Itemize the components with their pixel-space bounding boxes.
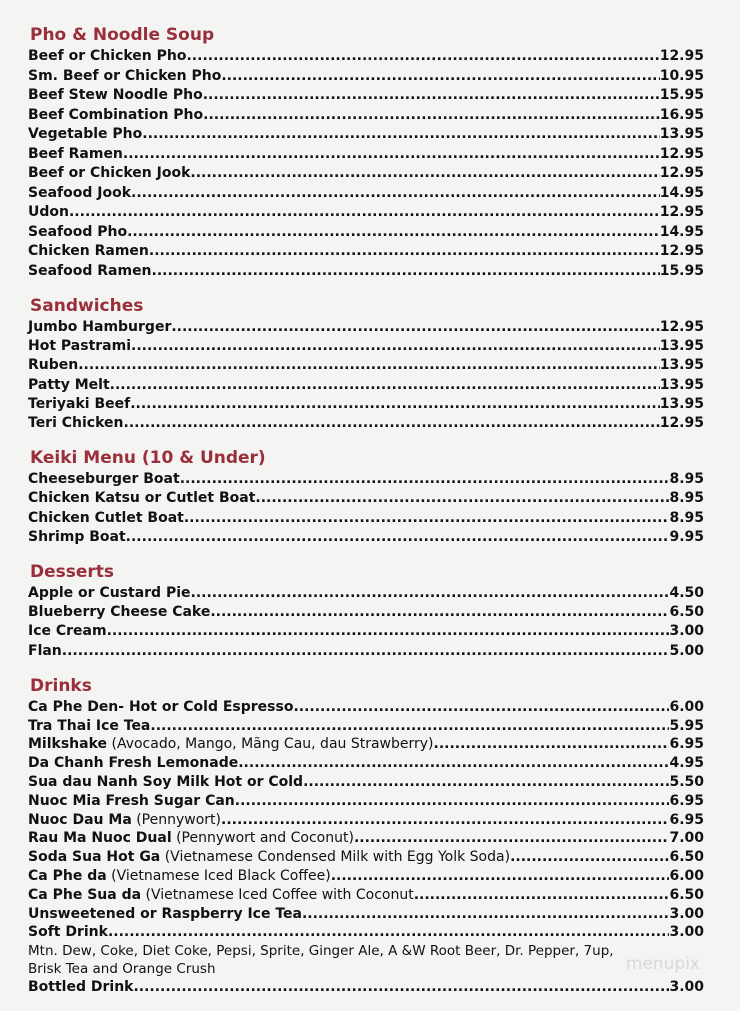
- item-price: 6.95: [669, 811, 704, 828]
- item-price: 3.00: [669, 924, 704, 941]
- menu-item: [28, 773, 704, 792]
- item-name: Soda Sua Hot Ga (Vietnamese Condensed Milk with Egg Yolk Soda): [28, 849, 511, 866]
- menu-item: [28, 337, 704, 356]
- menu-items: [28, 470, 704, 547]
- item-price: 12.95: [659, 48, 704, 64]
- section-title: Desserts: [30, 562, 115, 583]
- section-desserts: [28, 561, 704, 661]
- menu-item: [28, 67, 704, 87]
- item-name: Nuoc Mia Fresh Sugar Can: [28, 792, 235, 809]
- menu-items: [28, 584, 704, 661]
- leader-dots: [149, 242, 660, 262]
- leader-dots: [255, 489, 669, 508]
- leader-dots: [142, 125, 659, 145]
- section-pho-noodle-soup: [28, 24, 704, 281]
- leader-dots: [127, 223, 660, 243]
- menu-item: [28, 414, 704, 433]
- leader-dots: [171, 318, 659, 337]
- item-price: 3.00: [669, 623, 704, 640]
- leader-dots: [180, 470, 670, 489]
- item-price: 6.50: [669, 886, 704, 903]
- item-price: 5.50: [669, 774, 704, 791]
- leader-dots: [210, 603, 669, 622]
- item-price: 6.50: [669, 604, 704, 621]
- item-name: Da Chanh Fresh Lemonade: [28, 755, 239, 772]
- menu-item: [28, 829, 704, 848]
- menu-item: [28, 811, 704, 830]
- leader-dots: [152, 262, 660, 282]
- menu-item: [28, 603, 704, 622]
- leader-dots: [186, 47, 659, 67]
- item-price: 13.95: [659, 338, 704, 355]
- leader-dots: [133, 978, 669, 997]
- menu-item: [28, 528, 704, 547]
- leader-dots: [130, 395, 660, 414]
- menu-item: [28, 145, 704, 165]
- item-name: Udon: [28, 204, 69, 220]
- leader-dots: [190, 164, 659, 184]
- leader-dots: [203, 86, 660, 106]
- item-price: 5.95: [669, 717, 704, 734]
- soft-drink-description: Brisk Tea and Orange Crush: [28, 961, 216, 978]
- menu-item: [28, 318, 704, 337]
- item-price: 16.95: [659, 106, 704, 123]
- menu-item: [28, 164, 704, 184]
- item-note: (Pennywort and Coconut): [171, 830, 354, 847]
- menu-items: [28, 318, 704, 433]
- leader-dots: [510, 848, 669, 867]
- item-name: Seafood Pho: [28, 223, 128, 240]
- menu-item: [28, 86, 704, 106]
- menu-item: [28, 489, 704, 508]
- menu-item: [28, 735, 704, 754]
- item-name: Chicken Katsu or Cutlet Boat: [28, 490, 256, 507]
- leader-dots: [302, 905, 670, 924]
- item-price: 14.95: [659, 223, 704, 240]
- item-note: (Vietnamese Iced Coffee with Coconut: [141, 886, 414, 903]
- leader-dots: [126, 528, 670, 547]
- section-title: Keiki Menu (10 & Under): [30, 448, 266, 469]
- item-name: Bottled Drink: [28, 979, 134, 996]
- section-drinks: [28, 675, 704, 997]
- item-price: 12.95: [659, 243, 704, 259]
- item-price: 4.95: [669, 755, 704, 772]
- leader-dots: [191, 584, 670, 603]
- item-name: Jumbo Hamburger: [28, 319, 172, 335]
- item-name: Chicken Cutlet Boat: [28, 509, 184, 526]
- item-price: 9.95: [669, 528, 704, 545]
- item-price: 6.50: [669, 849, 704, 866]
- menu-item: [28, 509, 704, 528]
- leader-dots: [331, 867, 670, 886]
- item-price: 10.95: [659, 67, 704, 84]
- leader-dots: [131, 337, 660, 356]
- item-price: 8.95: [669, 509, 704, 526]
- menu-item: [28, 395, 704, 414]
- leader-dots: [108, 923, 669, 942]
- item-price: 12.95: [659, 165, 704, 181]
- menu-item: [28, 886, 704, 905]
- item-name: Hot Pastrami: [28, 338, 131, 355]
- menu-item: [28, 125, 704, 145]
- menu-item: [28, 356, 704, 375]
- item-price: 12.95: [659, 415, 704, 432]
- menu-item: [28, 584, 704, 603]
- menu-item: [28, 184, 704, 204]
- leader-dots: [62, 642, 670, 661]
- item-price: 8.95: [669, 490, 704, 507]
- item-price: 6.95: [669, 792, 704, 809]
- item-name: Beef Stew Noodle Pho: [28, 87, 203, 103]
- menu-items: [28, 47, 704, 281]
- menu-item: [28, 622, 704, 641]
- item-name: Beef or Chicken Pho: [28, 48, 187, 64]
- item-name: Rau Ma Nuoc Dual (Pennywort and Coconut): [28, 830, 354, 847]
- item-price: 8.95: [669, 471, 704, 488]
- menu-items: [28, 698, 704, 942]
- item-name: Tra Thai Ice Tea: [28, 717, 151, 734]
- menu-item: [28, 923, 704, 942]
- menu-item: [28, 848, 704, 867]
- item-name: Vegetable Pho: [28, 126, 143, 142]
- section-keiki-menu: [28, 447, 704, 547]
- leader-dots: [184, 509, 670, 528]
- section-title: Sandwiches: [30, 296, 144, 316]
- item-price: 3.00: [669, 979, 704, 996]
- item-name: Teriyaki Beef: [28, 395, 131, 412]
- menu-item: [28, 698, 704, 717]
- item-name: Soft Drink: [28, 924, 108, 941]
- item-name: Seafood Jook: [28, 184, 132, 201]
- leader-dots: [69, 203, 660, 223]
- watermark-logo: menupix: [625, 954, 700, 974]
- menu-item: [28, 203, 704, 223]
- item-name: Beef or Chicken Jook: [28, 165, 191, 181]
- item-name: Nuoc Dau Ma (Pennywort): [28, 811, 221, 828]
- item-name: Seafood Ramen: [28, 262, 152, 279]
- leader-dots: [303, 773, 669, 792]
- item-name: Flan: [28, 642, 62, 659]
- item-name: Milkshake (Avocado, Mango, Mãng Cau, dau Strawberry): [28, 736, 434, 753]
- item-price: 5.00: [669, 642, 704, 659]
- menu-item: [28, 242, 704, 262]
- leader-dots: [110, 376, 660, 395]
- item-price: 6.00: [669, 868, 704, 885]
- item-name: Ca Phe da (Vietnamese Iced Black Coffee): [28, 868, 331, 885]
- menu-item: [28, 223, 704, 243]
- menu-item: [28, 470, 704, 489]
- item-price: 13.95: [659, 376, 704, 393]
- item-name: Beef Combination Pho: [28, 106, 204, 123]
- leader-dots: [293, 698, 669, 717]
- item-price: 4.50: [669, 585, 704, 602]
- item-price: 7.00: [669, 830, 704, 847]
- item-name: Ruben: [28, 357, 79, 374]
- leader-dots: [123, 145, 660, 165]
- item-price: 12.95: [659, 319, 704, 335]
- leader-dots: [235, 792, 670, 811]
- item-name: Beef Ramen: [28, 145, 123, 162]
- menu-item: [28, 905, 704, 924]
- leader-dots: [414, 886, 670, 905]
- item-name: Unsweetened or Raspberry Ice Tea: [28, 905, 302, 922]
- menu-item: [28, 106, 704, 126]
- item-price: 13.95: [659, 126, 704, 142]
- item-price: 13.95: [659, 357, 704, 374]
- item-name: Chicken Ramen: [28, 243, 149, 259]
- item-price: 15.95: [659, 87, 704, 103]
- leader-dots: [107, 622, 670, 641]
- menu-item: [28, 754, 704, 773]
- item-name: Blueberry Cheese Cake: [28, 604, 211, 621]
- item-price: 12.95: [659, 204, 704, 220]
- item-price: 14.95: [659, 184, 704, 201]
- menu-item: [28, 376, 704, 395]
- menu-item: [28, 642, 704, 661]
- item-note: (Vietnamese Iced Black Coffee): [106, 868, 331, 885]
- leader-dots: [78, 356, 659, 375]
- leader-dots: [434, 735, 670, 754]
- section-title: Drinks: [30, 675, 92, 696]
- menu-item: [28, 867, 704, 886]
- item-name: Sm. Beef or Chicken Pho: [28, 67, 222, 84]
- menu-item: [28, 47, 704, 67]
- item-name: Sua dau Nanh Soy Milk Hot or Cold: [28, 774, 304, 791]
- item-name: Cheeseburger Boat: [28, 471, 180, 488]
- item-name: Ca Phe Den- Hot or Cold Espresso: [28, 698, 294, 715]
- leader-dots: [354, 829, 670, 848]
- menu-item: [28, 262, 704, 282]
- leader-dots: [124, 414, 660, 433]
- item-name: Shrimp Boat: [28, 528, 126, 545]
- item-name: Teri Chicken: [28, 415, 124, 432]
- leader-dots: [221, 67, 659, 87]
- item-name: Apple or Custard Pie: [28, 585, 191, 602]
- item-name: Patty Melt: [28, 376, 110, 393]
- item-price: 6.95: [669, 736, 704, 753]
- item-price: 15.95: [659, 262, 704, 279]
- leader-dots: [221, 811, 669, 830]
- menu-item: [28, 717, 704, 736]
- leader-dots: [238, 754, 669, 773]
- menu-page: [28, 24, 704, 1011]
- section-sandwiches: [28, 295, 704, 433]
- leader-dots: [150, 717, 669, 736]
- item-price: 13.95: [659, 395, 704, 412]
- item-note: (Pennywort): [131, 811, 221, 828]
- item-name: Ca Phe Sua da (Vietnamese Iced Coffee with Coconut: [28, 886, 414, 903]
- section-title: Pho & Noodle Soup: [30, 25, 215, 45]
- menu-item: [28, 978, 704, 997]
- leader-dots: [203, 106, 660, 126]
- item-name: Ice Cream: [28, 623, 107, 640]
- item-price: 12.95: [659, 145, 704, 162]
- leader-dots: [131, 184, 660, 204]
- item-note: (Avocado, Mango, Mãng Cau, dau Strawberry): [107, 736, 434, 753]
- item-note: (Vietnamese Condensed Milk with Egg Yolk Soda): [160, 849, 511, 866]
- soft-drink-description: Mtn. Dew, Coke, Diet Coke, Pepsi, Sprite, Ginger Ale, A &W Root Beer, Dr. Pepper, 7up,: [28, 943, 614, 960]
- menu-item: [28, 792, 704, 811]
- item-price: 6.00: [669, 698, 704, 715]
- item-price: 3.00: [669, 905, 704, 922]
